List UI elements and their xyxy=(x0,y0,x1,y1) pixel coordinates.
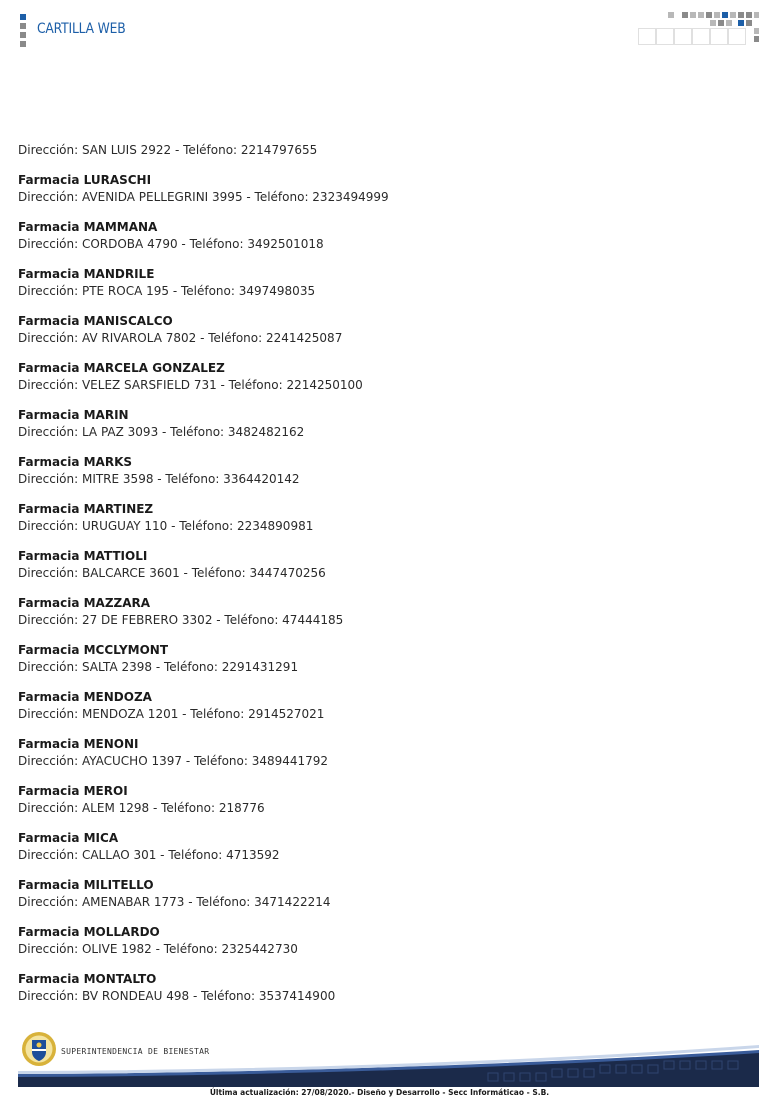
list-item xyxy=(18,642,738,676)
organization-name: SUPERINTENDENCIA DE BIENESTAR xyxy=(61,1047,210,1056)
list-item xyxy=(18,971,738,1005)
entry-pharmacy-name: Farmacia MARTINEZ xyxy=(18,502,154,516)
organization-seal-icon xyxy=(21,1031,57,1067)
entry-pharmacy-name: Farmacia MENDOZA xyxy=(18,690,152,704)
list-item xyxy=(18,830,738,864)
entry-pharmacy-name: Farmacia MICA xyxy=(18,831,119,845)
header-grid-decoration xyxy=(638,12,759,48)
list-item xyxy=(18,548,738,582)
entry-address: Dirección: MENDOZA 1201 - Teléfono: 2914527021 xyxy=(18,707,325,721)
list-item xyxy=(18,595,738,629)
entry-address: Dirección: CORDOBA 4790 - Teléfono: 3492501018 xyxy=(18,237,324,251)
entry-address: Dirección: LA PAZ 3093 - Teléfono: 3482482162 xyxy=(18,425,305,439)
entry-address: Dirección: AYACUCHO 1397 - Teléfono: 3489441792 xyxy=(18,754,329,768)
list-item xyxy=(18,360,738,394)
entry-pharmacy-name: Farmacia MONTALTO xyxy=(18,972,157,986)
list-item xyxy=(18,924,738,958)
entry-address: Dirección: SALTA 2398 - Teléfono: 2291431291 xyxy=(18,660,299,674)
pharmacy-list xyxy=(18,142,738,1005)
entry-pharmacy-name: Farmacia MOLLARDO xyxy=(18,925,160,939)
page-header xyxy=(0,0,759,60)
entry-address: Dirección: AV RIVAROLA 7802 - Teléfono: 2241425087 xyxy=(18,331,343,345)
list-item xyxy=(18,172,738,206)
list-item xyxy=(18,313,738,347)
last-updated-note: Última actualización: 27/08/2020.- Diseño y Desarrollo - Secc Informáticao - S.B. xyxy=(209,1088,550,1097)
entry-address: Dirección: URUGUAY 110 - Teléfono: 2234890981 xyxy=(18,519,314,533)
header-bars-decoration xyxy=(20,14,26,47)
list-item xyxy=(18,877,738,911)
page-title: CARTILLA WEB xyxy=(37,21,126,37)
entry-address: Dirección: VELEZ SARSFIELD 731 - Teléfono: 2214250100 xyxy=(18,378,363,392)
list-item xyxy=(18,736,738,770)
list-item xyxy=(18,266,738,300)
page-footer xyxy=(0,1025,759,1101)
entry-pharmacy-name: Farmacia MARCELA GONZALEZ xyxy=(18,361,225,375)
entry-address: Dirección: OLIVE 1982 - Teléfono: 2325442730 xyxy=(18,942,298,956)
entry-address: Dirección: CALLAO 301 - Teléfono: 4713592 xyxy=(18,848,280,862)
entry-address: Dirección: AMENABAR 1773 - Teléfono: 3471422214 xyxy=(18,895,331,909)
entry-address: Dirección: ALEM 1298 - Teléfono: 218776 xyxy=(18,801,265,815)
list-item xyxy=(18,501,738,535)
entry-pharmacy-name: Farmacia MANISCALCO xyxy=(18,314,173,328)
entry-address: Dirección: PTE ROCA 195 - Teléfono: 3497498035 xyxy=(18,284,316,298)
list-item xyxy=(18,454,738,488)
entry-pharmacy-name: Farmacia MAZZARA xyxy=(18,596,151,610)
entry-address: Dirección: BV RONDEAU 498 - Teléfono: 3537414900 xyxy=(18,989,336,1003)
entry-pharmacy-name: Farmacia MCCLYMONT xyxy=(18,643,169,657)
list-item xyxy=(18,219,738,253)
entry-pharmacy-name: Farmacia MILITELLO xyxy=(18,878,154,892)
entry-address: Dirección: MITRE 3598 - Teléfono: 3364420142 xyxy=(18,472,300,486)
entry-pharmacy-name: Farmacia MENONI xyxy=(18,737,139,751)
entry-pharmacy-name: Farmacia MEROI xyxy=(18,784,128,798)
list-item xyxy=(18,689,738,723)
entry-pharmacy-name: Farmacia MANDRILE xyxy=(18,267,155,281)
entry-address: Dirección: 27 DE FEBRERO 3302 - Teléfono: 47444185 xyxy=(18,613,344,627)
entry-pharmacy-name: Farmacia MATTIOLI xyxy=(18,549,148,563)
list-item xyxy=(18,407,738,441)
list-item xyxy=(18,142,738,159)
entry-address: Dirección: AVENIDA PELLEGRINI 3995 - Teléfono: 2323494999 xyxy=(18,190,389,204)
entry-pharmacy-name: Farmacia LURASCHI xyxy=(18,173,152,187)
entry-pharmacy-name: Farmacia MAMMANA xyxy=(18,220,158,234)
entry-address: Dirección: BALCARCE 3601 - Teléfono: 3447470256 xyxy=(18,566,326,580)
entry-address: Dirección: SAN LUIS 2922 - Teléfono: 2214797655 xyxy=(18,143,318,157)
entry-pharmacy-name: Farmacia MARKS xyxy=(18,455,133,469)
list-item xyxy=(18,783,738,817)
entry-pharmacy-name: Farmacia MARIN xyxy=(18,408,129,422)
